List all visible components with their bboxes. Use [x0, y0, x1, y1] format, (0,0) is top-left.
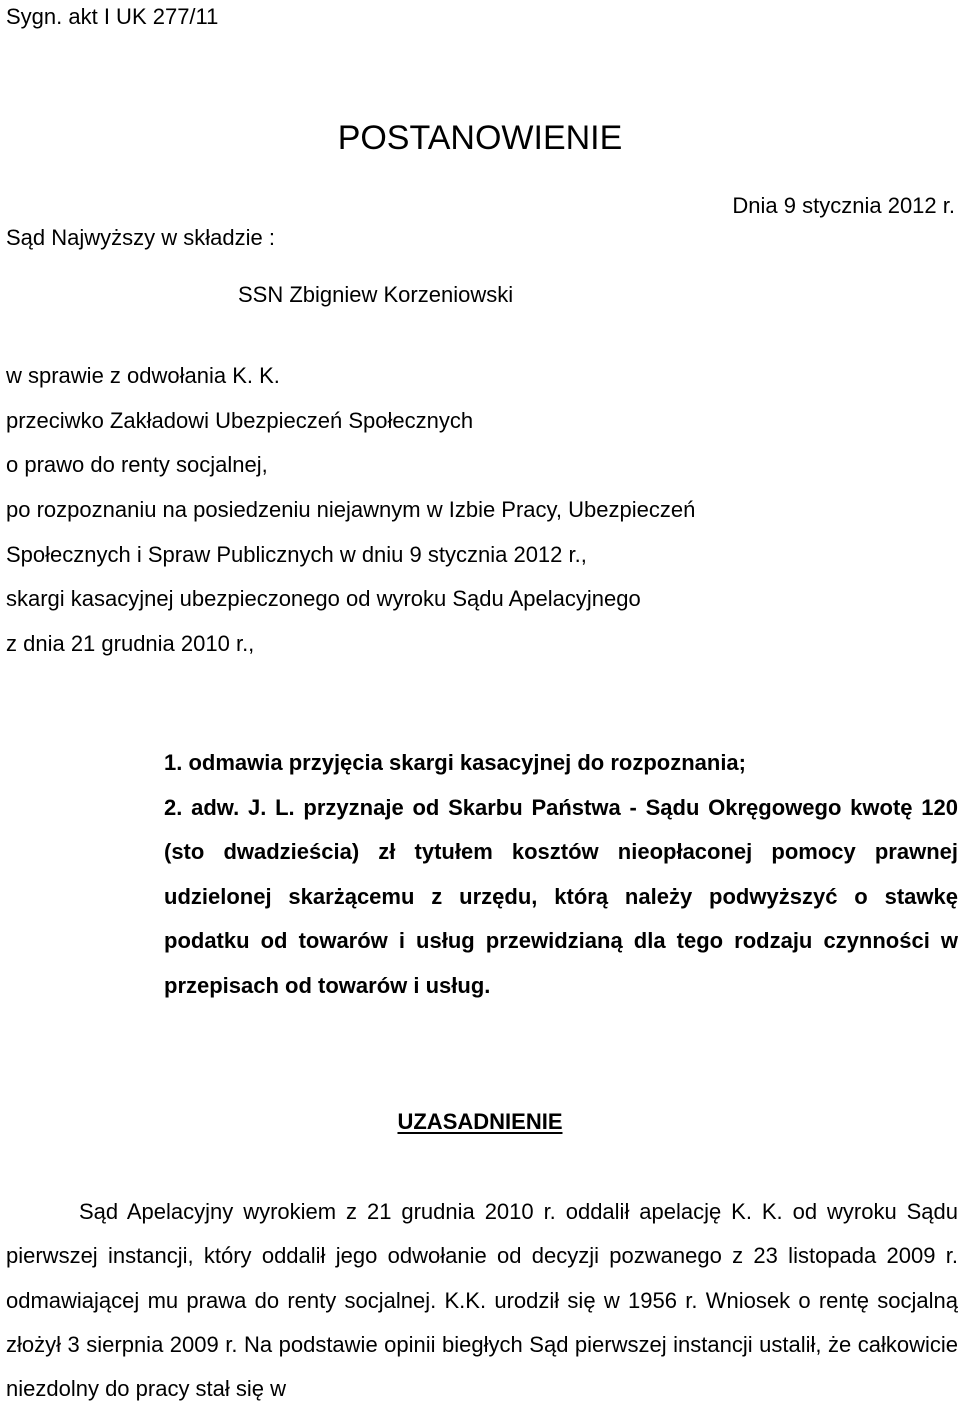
judge-name: SSN Zbigniew Korzeniowski: [238, 282, 514, 307]
fact-line: w sprawie z odwołania K. K.: [6, 363, 280, 388]
court-composition: Sąd Najwyższy w składzie :: [6, 225, 275, 250]
fact-line: z dnia 21 grudnia 2010 r.,: [6, 631, 255, 657]
fact-line: skargi kasacyjnej ubezpieczonego od wyroku Sądu Apelacyjnego: [6, 586, 641, 612]
document-date: Dnia 9 stycznia 2012 r.: [732, 193, 955, 218]
fact-line: przeciwko Zakładowi Ubezpieczeń Społecznych: [6, 407, 474, 433]
ruling-item-1: 1. odmawia przyjęcia skargi kasacyjnej do rozpoznania;: [164, 750, 746, 775]
justification-heading-text: UZASADNIENIE: [397, 1109, 563, 1134]
justification-text: Sąd Apelacyjny wyrokiem z 21 grudnia 2010 r. oddalił apelację K. K. od wyroku Sądu pierwszej instancji, który oddalił jego odwołanie od decyzji pozwanego z 23 listopada 2009 r. odmawiającej mu prawa do renty socjalnej. K.K. urodził się w 1956 r. Wniosek o rentę socjalną złożył 3 sierpnia 2009 r. Na podstawie opinii biegłych Sąd pierwszej instancji ustalił, że całkowicie niezdolny do pracy stał się w: [6, 1199, 958, 1402]
ruling-item-2: 2. adw. J. L. przyznaje od Skarbu Państwa - Sądu Okręgowego kwotę 120 (sto dwadzieścia) zł tytułem kosztów nieopłaconej pomocy prawnej udzielonej skarżącemu z urzędu, którą należy podwyższyć o stawkę podatku od towarów i usług przewidzianą dla tego rodzaju czynności w przepisach od towarów i usług.: [164, 794, 958, 998]
fact-line: o prawo do renty socjalnej,: [6, 452, 268, 478]
ruling-section: [164, 741, 958, 1009]
case-facts: [6, 354, 695, 667]
justification-heading: [0, 1108, 960, 1136]
fact-line: po rozpoznaniu na posiedzeniu niejawnym w Izbie Pracy, Ubezpieczeń: [6, 497, 696, 523]
case-signature: Sygn. akt I UK 277/11: [6, 4, 219, 29]
document-title: POSTANOWIENIE: [337, 119, 623, 157]
fact-line: Społecznych i Spraw Publicznych w dniu 9 stycznia 2012 r.,: [6, 541, 587, 567]
